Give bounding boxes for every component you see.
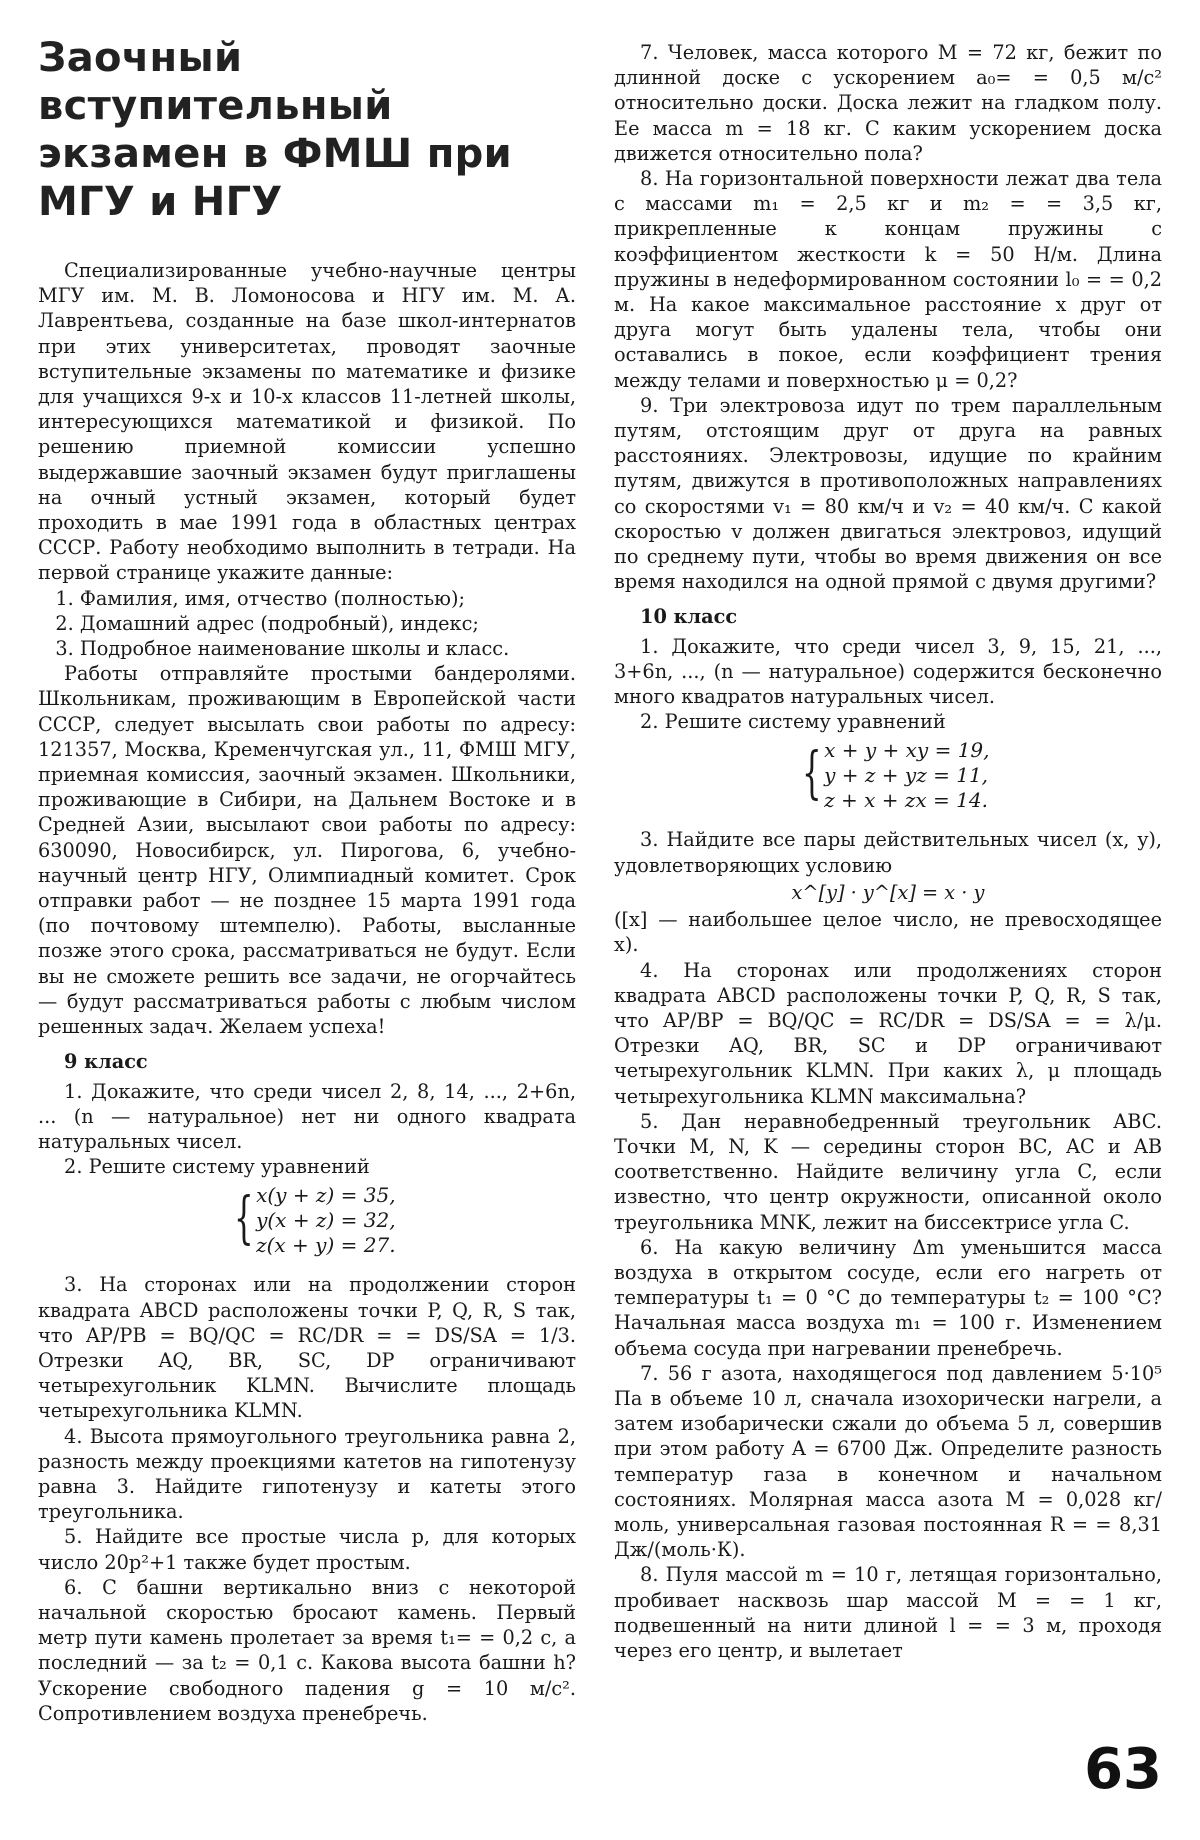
instructions-paragraph: Работы отправляйте простыми бандеролями. Школьникам, проживающим в Европейской части СССР, следует высылать свои работы по адресу: 121357, Москва, Кременчугская ул., 11, ФМШ МГУ, приемная комиссия, заочный экзамен. Школьники, проживающие в Сибири, на Дальнем Востоке и в Средней Азии, высылают свои работы по адресу: 630090, Новосибирск, ул. Пирогова, 6, учебно-научный центр НГУ, Олимпиадный комитет. Срок отправки работ — не позднее 15 марта 1991 года (по почтовому штемпелю). Работы, высланные позже этого срока, рассматриваться не будут. Если вы не сможете решить все задачи, не огорчайтесь — будут рассматриваться работы с любым числом решенных задач. Желаем успеха! <box>38 662 576 1039</box>
equation-line: x + y + xy = 19, <box>824 738 990 763</box>
data-list-item: 3. Подробное наименование школы и класс. <box>55 637 510 661</box>
article-title: Заочный вступительный экзамен в ФМШ при МГУ и НГУ <box>38 35 512 225</box>
grade10-problem-1: 1. Докажите, что среди чисел 3, 9, 15, 21, ..., 3+6n, ..., (n — натуральное) содержится бесконечно много квадратов натуральных чисел. <box>614 634 1162 709</box>
grade9-problem-1: 1. Докажите, что среди чисел 2, 8, 14, ..., 2+6n, ... (n — натуральное) нет ни одного квадрата натуральных чисел. <box>38 1079 576 1153</box>
intro-paragraph: Специализированные учебно-научные центры МГУ им. М. В. Ломоносова и НГУ им. М. А. Лаврентьева, созданные на базе школ-интернатов при этих университетах, проводят заочные вступительные экзамены по математике и физике для учащихся 9-х и 10-х классов 11-летней школы, интересующихся математикой и физикой. По решению приемной комиссии успешно выдержавшие заочный экзамен будут приглашены на очный устный экзамен, который будет проходить в мае 1991 года в областных центрах СССР. Работу необходимо выполнить в тетради. На первой странице укажите данные: <box>38 259 576 585</box>
grade10-problem-6: 6. На какую величину Δm уменьшится масса воздуха в открытом сосуде, если его нагреть от температуры t₁ = 0 °C до температуры t₂ = 100 °C? Начальная масса воздуха m₁ = 100 г. Изменением объема сосуда при нагревании пренебречь. <box>614 1235 1162 1360</box>
grade9-problem-4: 4. Высота прямоугольного треугольника равна 2, разность между проекциями катетов на гипотенузу равна 3. Найдите гипотенузу и катеты этого треугольника. <box>38 1424 576 1524</box>
grade10-problem-3-note: ([x] — наибольшее целое число, не превосходящее x). <box>614 908 1162 957</box>
grade9-heading: 9 класс <box>64 1050 148 1074</box>
grade10-problem-7: 7. 56 г азота, находящегося под давлением 5·10⁵ Па в объеме 10 л, сначала изохорически нагрели, а затем изобарически сжали до объема 5 л, совершив при этом работу A = 6700 Дж. Определите разность температур газа в конечном и начальном состояниях. Молярная масса азота M = 0,028 кг/моль, универсальная газовая постоянная R = = 8,31 Дж/(моль·К). <box>614 1361 1162 1562</box>
grade9-problem-2: 2. Решите систему уравнений <box>64 1155 370 1179</box>
grade10-problem-2: 2. Решите систему уравнений <box>640 710 946 734</box>
grade9-problem-7: 7. Человек, масса которого M = 72 кг, бежит по длинной доске с ускорением a₀= = 0,5 м/с² относительно доски. Доска лежит на гладком полу. Ее масса m = 18 кг. С каким ускорением доска движется относительно пола? <box>614 41 1162 165</box>
equation-line: x(y + z) = 35, <box>256 1183 396 1208</box>
data-list-item: 2. Домашний адрес (подробный), индекс; <box>55 611 479 635</box>
equation-line: y(x + z) = 32, <box>256 1208 396 1233</box>
equation-line: z + x + zx = 14. <box>824 788 988 813</box>
grade10-problem-5: 5. Дан неравнобедренный треугольник ABC. Точки M, N, K — середины сторон BC, AC и AB соответственно. Найдите величину угла C, если известно, что центр окружности, описанной около треугольника MNK, лежит на биссектрисе угла C. <box>614 1109 1162 1234</box>
grade9-problem-5: 5. Найдите все простые числа p, для которых число 20p²+1 также будет простым. <box>38 1525 576 1574</box>
grade10-problem-4: 4. На сторонах или продолжениях сторон квадрата ABCD расположены точки P, Q, R, S так, что AP/BP = BQ/QC = RC/DR = DS/SA = = λ/μ. Отрезки AQ, BR, SC и DP ограничивают четырехугольник KLMN. При каких λ, μ площадь четырехугольника KLMN максимальна? <box>614 958 1162 1108</box>
data-list-item: 1. Фамилия, имя, отчество (полностью); <box>55 586 465 610</box>
page-number: 63 <box>1084 1737 1162 1802</box>
grade10-heading: 10 класс <box>640 605 738 629</box>
grade9-equation-system <box>38 1183 576 1258</box>
grade9-problem-9: 9. Три электровоза идут по трем параллельным путям, отстоящим друг от друга на равных расстояниях. Электровозы, идущие по крайним путям, движутся в противоположных направлениях со скоростями v₁ = 80 км/ч и v₂ = 40 км/ч. С какой скоростью v должен двигаться электровоз, идущий по среднему пути, чтобы во время движения он все время находился на одной прямой с двумя другими? <box>614 393 1162 594</box>
grade10-problem-3-formula: x^[y] · y^[x] = x · y <box>791 880 985 904</box>
grade10-equation-system <box>614 738 1162 813</box>
grade10-problem-3: 3. Найдите все пары действительных чисел (x, y), удовлетворяющих условию <box>614 828 1162 877</box>
grade9-problem-8: 8. На горизонтальной поверхности лежат два тела с массами m₁ = 2,5 кг и m₂ = = 3,5 кг, прикрепленные к концам пружины с коэффициентом жесткости k = 50 Н/м. Длина пружины в недеформированном состоянии l₀ = = 0,2 м. На какое максимальное расстояние x друг от друга могут быть удалены тела, чтобы они оставались в покое, если коэффициент трения между телами и поверхностью μ = 0,2? <box>614 167 1162 392</box>
grade9-problem-3: 3. На сторонах или на продолжении сторон квадрата ABCD расположены точки P, Q, R, S так, что AP/PB = BQ/QC = RC/DR = = DS/SA = 1/3. Отрезки AQ, BR, SC, DP ограничивают четырехугольник KLMN. Вычислите площадь четырехугольника KLMN. <box>38 1273 576 1423</box>
equation-line: z(x + y) = 27. <box>256 1233 396 1258</box>
system-brace: { <box>234 1186 255 1252</box>
left-column <box>38 34 576 1726</box>
grade10-problem-8: 8. Пуля массой m = 10 г, летящая горизонтально, пробивает насквозь шар массой M = = 1 кг, подвешенный на нити длиной l = = 3 м, проходя через его центр, и вылетает <box>614 1563 1162 1662</box>
system-brace: { <box>802 741 823 807</box>
grade9-problem-6: 6. С башни вертикально вниз с некоторой начальной скоростью бросают камень. Первый метр пути камень пролетает за время t₁= = 0,2 с, а последний — за t₂ = 0,1 с. Какова высота башни h? Ускорение свободного падения g = 10 м/с². Сопротивлением воздуха пренебречь. <box>38 1575 576 1725</box>
equation-line: y + z + yz = 11, <box>824 763 989 788</box>
right-column <box>614 40 1162 1663</box>
